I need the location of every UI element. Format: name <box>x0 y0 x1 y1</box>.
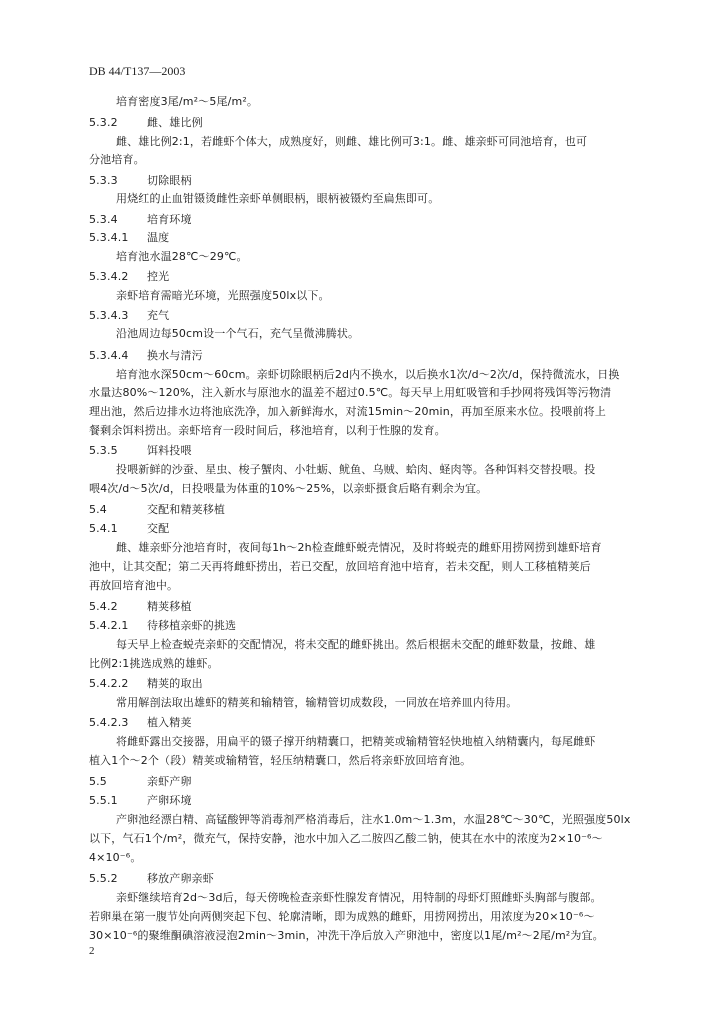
section-number: 5.5 <box>89 775 107 788</box>
section-title: 精荚移植 <box>147 600 192 613</box>
paragraph-line: 雌、雄亲虾分池培育时，夜间每1h～2h检查雌虾蜕壳情况，及时将蜕壳的雌虾用捞网捞到雄虾培育 <box>116 541 602 554</box>
paragraph-line: 若卵巢在第一腹节处向两侧突起下包、轮廓清晰，即为成熟的雌虾，用捞网捞出，用浓度为20×10⁻⁶～ <box>89 910 595 923</box>
section-title: 亲虾产卵 <box>147 775 192 788</box>
section-heading <box>89 309 169 323</box>
section-heading <box>89 349 203 363</box>
paragraph-line: 餐剩余饵料捞出。亲虾培育一段时间后，移池培育，以利于性腺的发育。 <box>89 424 446 437</box>
paragraph-line: 投喂新鲜的沙蚕、星虫、梭子蟹肉、小牡蛎、鱿鱼、乌贼、蛤肉、蛏肉等。各种饵料交替投喂。投 <box>116 463 596 476</box>
section-title: 切除眼柄 <box>147 174 192 187</box>
section-heading <box>89 116 203 130</box>
section-number: 5.3.5 <box>89 444 118 457</box>
paragraph-line: 理出池，然后边排水边将池底洗净，加入新鲜海水，对流15min～20min，再加至原来水位。投喂前将上 <box>89 405 606 418</box>
paragraph-line: 喂4次/d～5次/d，日投喂量为体重的10%～25%，以亲虾摄食后略有剩余为宜。 <box>89 482 488 495</box>
section-title: 换水与清污 <box>147 349 203 362</box>
paragraph-line: 以下，气石1个/m²，微充气，保持安静，池水中加入乙二胺四乙酸二钠，使其在水中的浓度为2×10⁻⁶～ <box>89 832 603 845</box>
section-heading <box>89 213 192 227</box>
section-heading <box>89 619 236 633</box>
section-heading <box>89 716 192 730</box>
section-title: 充气 <box>147 309 170 322</box>
section-number: 5.5.1 <box>89 794 118 807</box>
section-title: 交配 <box>147 522 170 535</box>
paragraph-line: 培育池水深50cm～60cm。亲虾切除眼柄后2d内不换水，以后换水1次/d～2次/d，保持微流水，日换 <box>116 368 620 381</box>
section-heading <box>89 794 192 808</box>
section-title: 植入精荚 <box>147 716 192 729</box>
section-number: 5.3.4.4 <box>89 349 129 362</box>
section-heading <box>89 444 192 458</box>
section-number: 5.3.4 <box>89 213 118 226</box>
paragraph-line: 雌、雄比例2:1，若雌虾个体大，成熟度好，则雌、雄比例可3:1。雌、雄亲虾可同池培育，也可 <box>116 135 588 148</box>
paragraph-line: 每天早上检查蜕壳亲虾的交配情况，将未交配的雌虾挑出。然后根据未交配的雌虾数量，按雌、雄 <box>116 638 596 651</box>
page-number: 2 <box>89 945 95 957</box>
section-number: 5.3.4.2 <box>89 270 129 283</box>
section-title: 交配和精荚移植 <box>147 503 226 516</box>
section-heading <box>89 872 214 886</box>
paragraph-line: 分池培育。 <box>89 153 145 166</box>
section-number: 5.4.2.3 <box>89 716 129 729</box>
section-title: 精荚的取出 <box>147 677 203 690</box>
section-number: 5.4.2 <box>89 600 118 613</box>
paragraph-line: 用烧红的止血钳镊烫雌性亲虾单侧眼柄，眼柄被镊灼至扁焦即可。 <box>116 192 440 205</box>
paragraph-line: 培育池水温28℃～29℃。 <box>116 250 248 263</box>
standard-code: DB 44/T137—2003 <box>89 64 186 78</box>
paragraph-line: 植入1个～2个（段）精荚或输精管，轻压纳精囊口，然后将亲虾放回培育池。 <box>89 754 472 767</box>
section-heading <box>89 677 203 691</box>
paragraph-line: 常用解剖法取出雄虾的精荚和输精管，输精管切成数段，一同放在培养皿内待用。 <box>116 696 518 709</box>
section-number: 5.4.1 <box>89 522 118 535</box>
paragraph-line: 再放回培育池中。 <box>89 579 179 592</box>
section-heading <box>89 270 169 284</box>
section-heading <box>89 231 169 245</box>
section-number: 5.4 <box>89 503 107 516</box>
section-title: 待移植亲虾的挑选 <box>147 619 237 632</box>
section-title: 饵料投喂 <box>147 444 192 457</box>
paragraph-line: 将雌虾露出交接器，用扁平的镊子撑开纳精囊口，把精荚或输精管轻快地植入纳精囊内，每尾雌虾 <box>116 735 596 748</box>
section-number: 5.3.4.3 <box>89 309 129 322</box>
section-number: 5.3.2 <box>89 116 118 129</box>
section-title: 培育环境 <box>147 213 192 226</box>
section-title: 雌、雄比例 <box>147 116 203 129</box>
paragraph-line: 培育密度3尾/m²～5尾/m²。 <box>116 95 259 108</box>
paragraph-line: 亲虾继续培育2d～3d后，每天傍晚检查亲虾性腺发育情况，用特制的母虾灯照雌虾头胸部与腹部。 <box>116 891 602 904</box>
paragraph-line: 水量达80%～120%，注入新水与原池水的温差不超过0.5℃。每天早上用虹吸管和手抄网将残饵等污物清 <box>89 386 612 399</box>
paragraph-line: 池中，让其交配；第二天再将雌虾捞出，若已交配，放回培育池中培育，若未交配，则人工移植精荚后 <box>89 560 591 573</box>
paragraph-line: 亲虾培育需暗光环境，光照强度50lx以下。 <box>116 289 330 302</box>
section-title: 移放产卵亲虾 <box>147 872 214 885</box>
section-heading <box>89 775 192 789</box>
section-number: 5.5.2 <box>89 872 118 885</box>
paragraph-line: 沿池周边每50cm设一个气石，充气呈微沸腾状。 <box>116 327 360 340</box>
paragraph-line: 比例2:1挑选成熟的雄虾。 <box>89 657 219 670</box>
section-title: 温度 <box>147 231 170 244</box>
section-heading <box>89 522 169 536</box>
section-number: 5.4.2.2 <box>89 677 129 690</box>
section-heading <box>89 174 192 188</box>
paragraph-line: 产卵池经漂白精、高锰酸钾等消毒剂严格消毒后，注水1.0m～1.3m，水温28℃～30℃，光照强度50lx <box>116 813 631 826</box>
section-title: 产卵环境 <box>147 794 192 807</box>
section-title: 控光 <box>147 270 170 283</box>
section-heading <box>89 600 192 614</box>
section-number: 5.3.3 <box>89 174 118 187</box>
section-number: 5.3.4.1 <box>89 231 129 244</box>
section-number: 5.4.2.1 <box>89 619 129 632</box>
paragraph-line: 4×10⁻⁶。 <box>89 851 142 864</box>
section-heading <box>89 503 225 517</box>
paragraph-line: 30×10⁻⁶的聚维酮碘溶液浸泡2min～3min，冲洗干净后放入产卵池中，密度以1尾/m²～2尾/m²为宜。 <box>89 929 604 942</box>
